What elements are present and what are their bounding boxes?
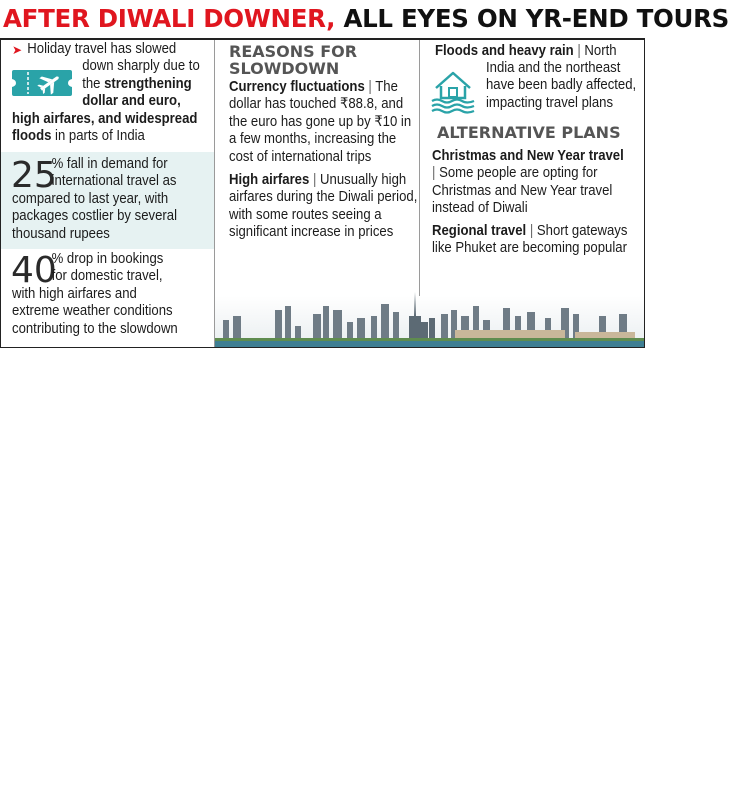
alt-regional-body: Short gateways like Phuket are becoming popular [432,223,628,257]
stat-number-25: 25 [11,155,57,196]
infographic [0,0,729,347]
reason-currency [229,79,420,166]
reasons-title-line-2: SLOWDOWN [229,59,340,78]
reason-airfares [229,172,420,242]
reason-floods-head: Floods and heavy rain [435,43,574,59]
alt-christmas [432,148,644,218]
intro-section [1,40,214,152]
intro-line-2: down sharply due to [82,58,200,75]
content-frame [0,38,645,348]
stat-domestic [1,249,214,347]
separator: | [432,165,436,182]
reasons-title [229,43,357,77]
separator: | [529,223,534,239]
red-arrow-bullet-icon: ➤ [12,43,23,57]
intro-line-5: high airfares, and widespread [12,110,198,127]
alt-regional [432,223,644,258]
stat-text-25: % fall in demand for international travel as compared to last year, with packages costlier by several thousand rupees [12,156,177,242]
alt-christmas-head: Christmas and New Year travel [432,148,624,164]
separator: | [577,43,581,59]
reason-airfares-head: High airfares [229,172,310,188]
reason-currency-body: The dollar has touched ₹88.8, and the euro has gone up by ₹10 in a few months, increasing the cost of international trips [229,79,412,165]
city-skyline-illustration [215,296,644,347]
intro-line-1: Holiday travel has slowed [27,41,177,57]
reasons-title-line-1: REASONS FOR [229,42,358,61]
separator: | [368,79,372,95]
reason-floods-head-line [435,43,644,60]
intro-text [12,41,212,145]
alt-christmas-body: Some people are opting for Christmas and New Year travel instead of Diwali [432,165,613,217]
intro-line-3: the strengthening [82,75,192,92]
intro-line-6: floods in parts of India [12,128,145,145]
reason-currency-head: Currency fluctuations [229,79,365,95]
separator: | [312,172,317,188]
headline-black: ALL EYES ON YR-END TOURS [343,4,729,33]
left-column [1,40,215,347]
stat-number-40: 40 [11,250,57,291]
reason-floods-body-1: North [584,43,617,59]
flooded-house-icon [430,68,476,112]
intro-line-4: dollar and euro, [82,93,181,110]
stat-text-40: % drop in bookings for domestic travel, with high airfares and extreme weather conditions contributing to the slowdown [12,251,178,337]
headline-red: AFTER DIWALI DOWNER, [3,4,336,33]
stat-international [1,152,214,249]
reason-airfares-body: Unusually high airfares during the Diwali period, with some routes seeing a significant increase in prices [229,172,418,241]
alt-regional-head: Regional travel [432,223,527,239]
reason-floods-body: India and the northeast have been badly affected, impacting travel plans [486,60,637,111]
headline [0,0,729,38]
alternatives-title: ALTERNATIVE PLANS [437,123,621,142]
